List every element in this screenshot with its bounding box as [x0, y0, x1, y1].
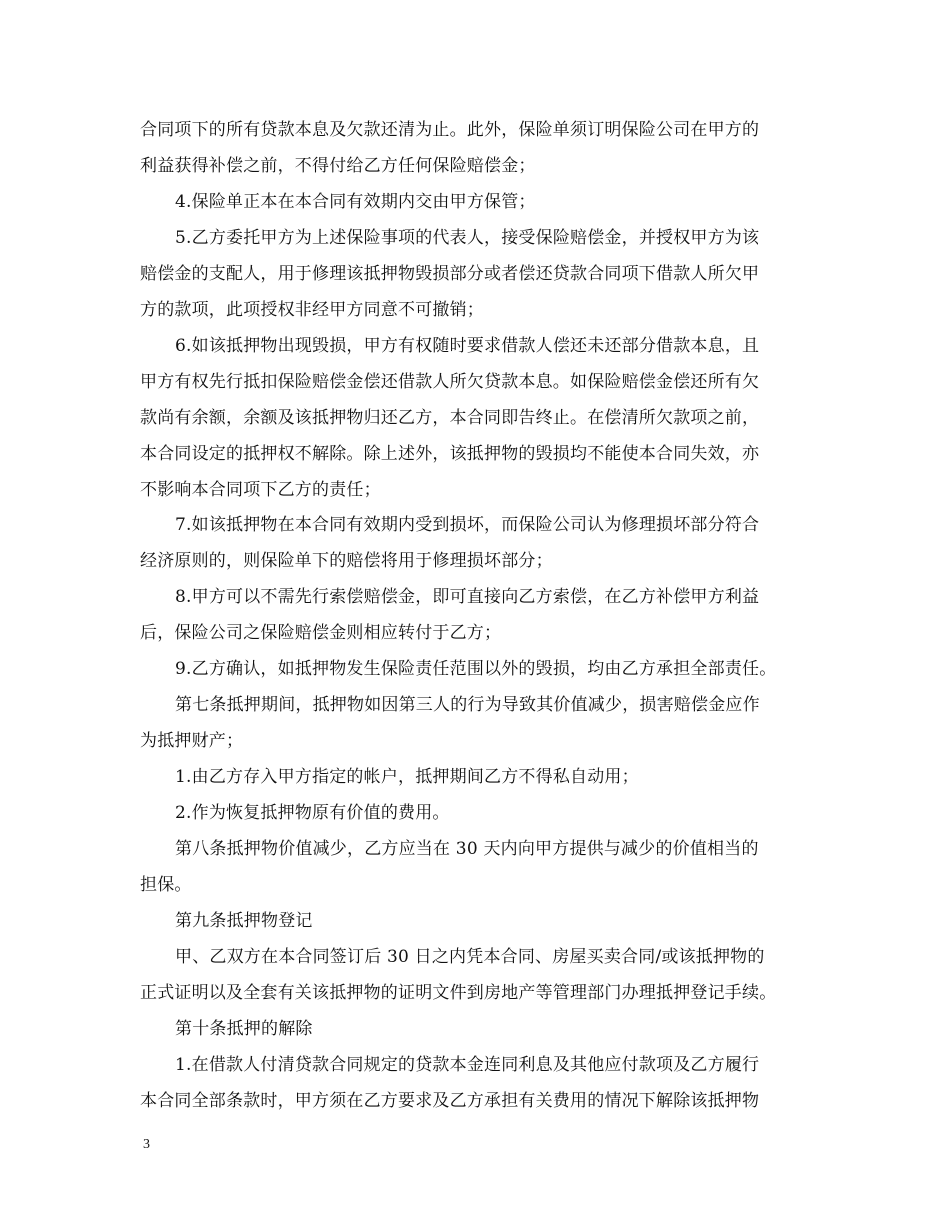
text-line: 甲、乙双方在本合同签订后 30 日之内凭本合同、房屋买卖合同/或该抵押物的: [175, 947, 765, 967]
text-line: 4.保险单正本在本合同有效期内交由甲方保管；: [175, 192, 536, 212]
text-line: 7.如该抵押物在本合同有效期内受到损坏，而保险公司认为修理损坏部分符合: [175, 515, 760, 535]
text-line: 担保。: [140, 875, 192, 895]
section-heading: 第十条抵押的解除: [175, 1019, 313, 1039]
text-line: 不影响本合同项下乙方的责任；: [140, 480, 381, 500]
text-line: 后，保险公司之保险赔偿金则相应转付于乙方；: [140, 623, 502, 643]
text-line: 5.乙方委托甲方为上述保险事项的代表人，接受保险赔偿金，并授权甲方为该: [175, 228, 760, 248]
text-line: 6.如该抵押物出现毁损，甲方有权随时要求借款人偿还未还部分借款本息，且: [175, 336, 760, 356]
text-line: 本合同全部条款时，甲方须在乙方要求及乙方承担有关费用的情况下解除该抵押物: [140, 1091, 760, 1111]
text-line: 8.甲方可以不需先行索偿赔偿金，即可直接向乙方索偿，在乙方补偿甲方利益: [175, 587, 760, 607]
text-line: 利益获得补偿之前，不得付给乙方任何保险赔偿金；: [140, 156, 536, 176]
text-line: 1.由乙方存入甲方指定的帐户，抵押期间乙方不得私自动用；: [175, 767, 639, 787]
text-line: 第八条抵押物价值减少，乙方应当在 30 天内向甲方提供与减少的价值相当的: [175, 839, 759, 859]
text-line: 本合同设定的抵押权不解除。除上述外，该抵押物的毁损均不能使本合同失效，亦: [140, 444, 760, 464]
text-line: 9.乙方确认，如抵押物发生保险责任范围以外的毁损，均由乙方承担全部责任。: [175, 659, 777, 679]
text-line: 甲方有权先行抵扣保险赔偿金偿还借款人所欠贷款本息。如保险赔偿金偿还所有欠: [140, 372, 760, 392]
text-line: 2.作为恢复抵押物原有价值的费用。: [175, 803, 450, 823]
section-heading: 第九条抵押物登记: [175, 911, 313, 931]
text-line: 经济原则的，则保险单下的赔偿将用于修理损坏部分；: [140, 551, 553, 571]
text-line: 1.在借款人付清贷款合同规定的贷款本金连同利息及其他应付款项及乙方履行: [175, 1055, 760, 1075]
text-line: 赔偿金的支配人，用于修理该抵押物毁损部分或者偿还贷款合同项下借款人所欠甲: [140, 264, 760, 284]
text-line: 方的款项，此项授权非经甲方同意不可撤销；: [140, 300, 484, 320]
text-line: 为抵押财产；: [140, 731, 244, 751]
text-line: 第七条抵押期间，抵押物如因第三人的行为导致其价值减少，损害赔偿金应作: [175, 695, 760, 715]
text-line: 正式证明以及全套有关该抵押物的证明文件到房地产等管理部门办理抵押登记手续。: [140, 983, 777, 1003]
page-number: 3: [143, 1137, 150, 1152]
text-line: 合同项下的所有贷款本息及欠款还清为止。此外，保险单须订明保险公司在甲方的: [140, 120, 760, 140]
text-line: 款尚有余额，余额及该抵押物归还乙方，本合同即告终止。在偿清所欠款项之前，: [140, 408, 760, 428]
